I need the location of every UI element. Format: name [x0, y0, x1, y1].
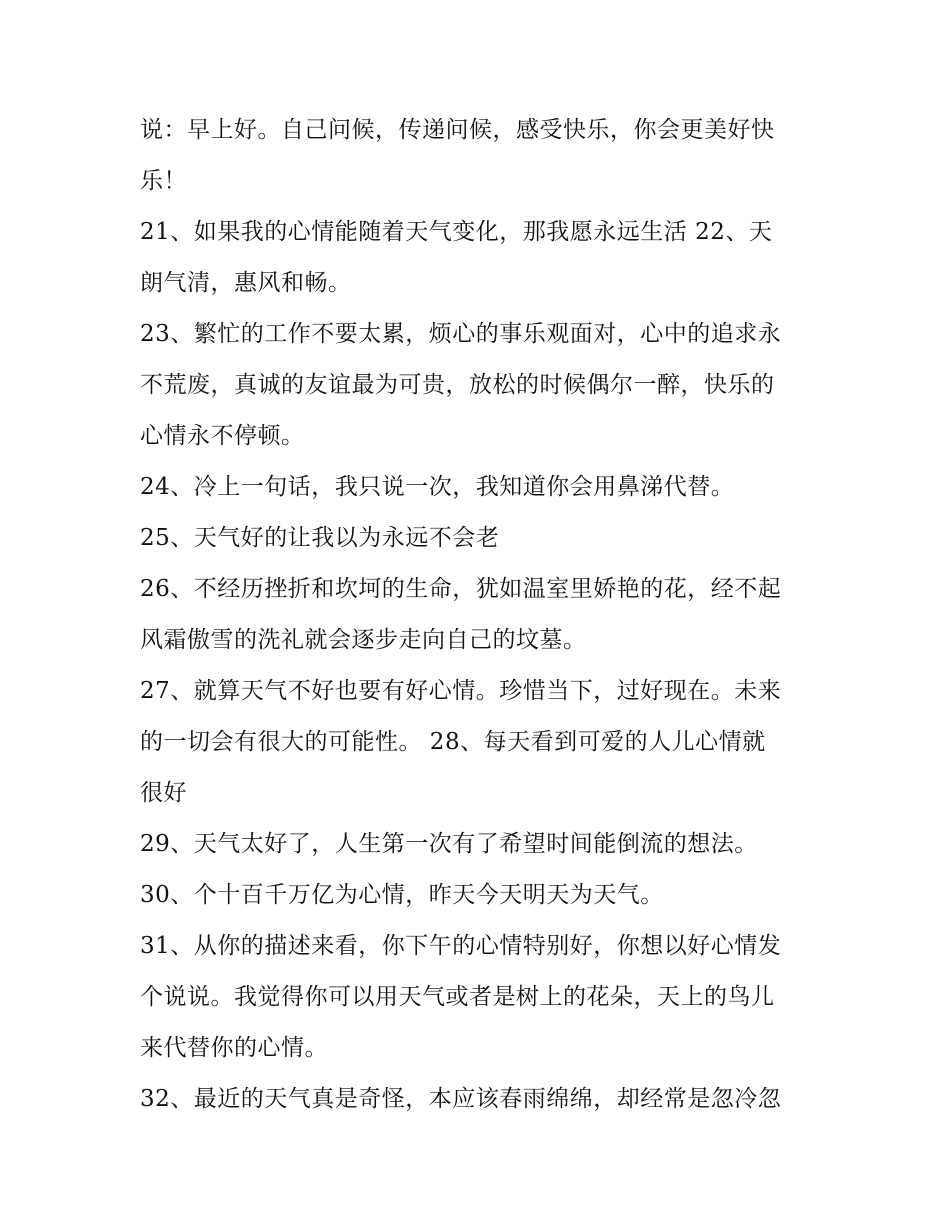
paragraph: 30、个十百千万亿为心情，昨天今天明天为天气。 [140, 882, 664, 908]
paragraph: 说：早上好。自己问候，传递问候，感受快乐，你会更美好快 乐！ [140, 117, 775, 194]
paragraph: 27、就算天气不好也要有好心情。珍惜当下，过好现在。未来 的一切会有很大的可能性。 28、每天看到可爱的人儿心情就 很好 [140, 678, 782, 806]
paragraph: 25、天气好的让我以为永远不会老 [140, 525, 500, 551]
paragraph: 26、不经历挫折和坎坷的生命，犹如温室里娇艳的花，经不起 风霜傲雪的洗礼就会逐步走向自己的坟墓。 [140, 576, 782, 653]
paragraph: 23、繁忙的工作不要太累，烦心的事乐观面对，心中的追求永 不荒废，真诚的友谊最为可贵，放松的时候偶尔一醉，快乐的 心情永不停顿。 [140, 321, 782, 449]
paragraph: 29、天气太好了，人生第一次有了希望时间能倒流的想法。 [140, 831, 758, 857]
paragraph: 24、冷上一句话，我只说一次，我知道你会用鼻涕代替。 [140, 474, 735, 500]
paragraph: 31、从你的描述来看，你下午的心情特别好，你想以好心情发 个说说。我觉得你可以用天气或者是树上的花朵，天上的鸟儿 来代替你的心情。 [140, 933, 782, 1061]
paragraph: 32、最近的天气真是奇怪，本应该春雨绵绵，却经常是忽冷忽 [140, 1086, 782, 1112]
document-body [140, 105, 816, 1125]
paragraph: 21、如果我的心情能随着天气变化，那我愿永远生活 22、天 朗气清，惠风和畅。 [140, 219, 773, 296]
